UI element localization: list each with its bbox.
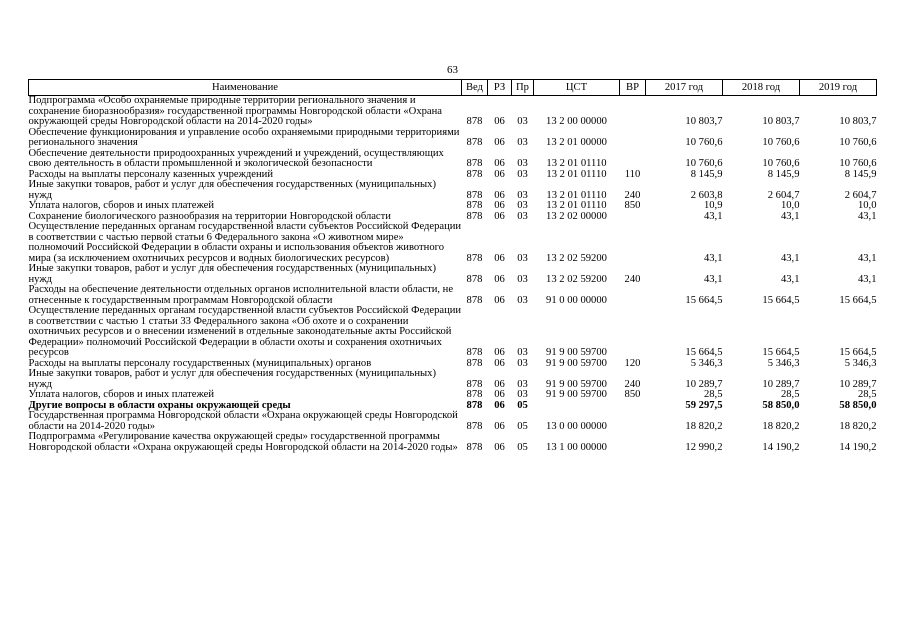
cell-y2018: 43,1 [780,210,800,222]
cell-y2018: 10 289,7 [762,378,800,390]
cell-cst: 13 2 02 59200 [546,252,607,264]
cell-rz: 06 [494,378,505,390]
cell-rz: 06 [494,399,505,411]
cell-y2018: 5 346,3 [767,357,800,369]
cell-vr [620,96,646,128]
cell-y2017: 28,5 [703,389,723,400]
cell-ved: 878 [466,399,483,411]
cell-vr: 120 [624,357,641,369]
cell-rz: 06 [494,294,505,306]
cell-y2018: 43,1 [780,273,800,285]
cell-y2019: 10 760,6 [839,158,877,169]
cell-cst: 91 9 00 59700 [546,378,607,390]
cell-ved: 878 [466,389,483,400]
cell-name: Государственная программа Новгородской области «Охрана окружающей среды Новгородской области на 2014-2020 годы» [28,410,458,432]
cell-y2017: 5 346,3 [690,357,723,369]
cell-pr: 03 [517,294,528,306]
cell-y2018: 14 190,2 [762,441,800,453]
table-header-row [29,80,877,96]
cell-cst: 91 9 00 59700 [546,357,607,369]
cell-name: Расходы на обеспечение деятельности отдельных органов исполнительной власти области, не отнесенные к государственным программам Новгородской области [28,284,454,306]
cell-y2018: 8 145,9 [767,168,800,180]
cell-rz: 06 [494,137,505,148]
cell-y2017: 18 820,2 [685,420,723,432]
cell-cst: 13 2 02 59200 [546,273,607,285]
cell-rz: 06 [494,158,505,169]
cell-rz: 06 [494,347,505,358]
header-cst: ЦСТ [534,80,620,96]
cell-ved: 878 [466,347,483,358]
budget-table [28,79,877,453]
cell-y2019: 10 289,7 [839,378,877,390]
cell-ved: 878 [466,210,483,222]
cell-name: Иные закупки товаров, работ и услуг для обеспечения государственных (муниципальных) нужд [28,263,436,285]
table-row [29,432,877,453]
table-row [29,180,877,201]
cell-y2017: 43,1 [703,210,723,222]
cell-y2019: 10 803,7 [839,116,877,127]
page-number: 63 [447,64,458,76]
cell-y2017: 43,1 [703,252,723,264]
header-2018: 2018 год [723,80,800,96]
cell-y2017: 10 803,7 [685,116,723,127]
cell-ved: 878 [466,420,483,432]
cell-y2018: 18 820,2 [762,420,800,432]
cell-rz: 06 [494,210,505,222]
cell-y2017: 10 760,6 [685,137,723,148]
cell-pr: 03 [517,116,528,127]
cell-rz: 06 [494,273,505,285]
table-row [29,222,877,264]
cell-ved: 878 [466,189,483,201]
cell-name: Обеспечение функционирования и управление особо охраняемыми природными территориями регионального значения [28,126,460,148]
table-row [29,390,877,401]
cell-y2019: 5 346,3 [844,357,877,369]
cell-y2019: 14 190,2 [839,441,877,453]
cell-cst: 13 1 00 00000 [546,441,607,453]
cell-pr: 05 [517,420,528,432]
table-row [29,128,877,149]
cell-y2019: 15 664,5 [839,347,877,358]
cell-y2017: 59 297,5 [685,399,723,411]
cell-pr: 03 [517,347,528,358]
cell-y2018: 10,0 [780,200,800,211]
cell-name: Обеспечение деятельности природоохранных учреждений и учреждений, осуществляющих свою деятельность в области промышленной и экологической безопасности [28,147,444,169]
cell-y2017: 2 603,8 [690,189,723,201]
cell-y2019: 10,0 [857,200,877,211]
cell-vr [620,411,646,432]
cell-vr [620,285,646,306]
table-row [29,149,877,170]
cell-y2019: 28,5 [857,389,877,400]
cell-name: Осуществление переданных органам государственной власти субъектов Российской Федерации в соответствии с частью первой статьи 6 Федерального закона «О животном мире» полномочий Российской Федерации в области охраны и использования объектов животного мира (за исключением охотничьих ресурсов и водных биологических ресурсов) [28,221,462,264]
cell-name: Расходы на выплаты персоналу государственных (муниципальных) органов [28,357,372,369]
cell-vr [620,306,646,359]
cell-vr [620,401,646,412]
cell-pr: 03 [517,273,528,285]
cell-ved: 878 [466,357,483,369]
cell-rz: 06 [494,441,505,453]
cell-vr [620,128,646,149]
cell-y2019: 10 760,6 [839,137,877,148]
cell-vr: 240 [624,273,641,285]
cell-name: Иные закупки товаров, работ и услуг для обеспечения государственных (муниципальных) нужд [28,179,436,201]
cell-cst: 13 2 01 01110 [546,158,607,169]
cell-rz: 06 [494,252,505,264]
cell-y2018: 10 803,7 [762,116,800,127]
table-row [29,369,877,390]
cell-ved: 878 [466,273,483,285]
cell-vr [620,212,646,223]
cell-pr: 03 [517,200,528,211]
cell-ved: 878 [466,168,483,180]
cell-y2017: 15 664,5 [685,347,723,358]
header-pr: Пр [512,80,534,96]
cell-cst: 13 2 01 01110 [546,200,607,211]
cell-pr: 03 [517,158,528,169]
table-row [29,96,877,128]
cell-cst: 91 9 00 59700 [546,389,607,400]
cell-y2017: 43,1 [703,273,723,285]
cell-rz: 06 [494,420,505,432]
cell-vr [620,149,646,170]
cell-ved: 878 [466,158,483,169]
cell-vr: 850 [624,200,641,211]
cell-cst: 13 2 00 00000 [546,116,607,127]
cell-y2019: 43,1 [857,210,877,222]
cell-vr: 850 [624,389,641,400]
cell-rz: 06 [494,189,505,201]
cell-name: Иные закупки товаров, работ и услуг для обеспечения государственных (муниципальных) нужд [28,368,436,390]
cell-cst [534,401,620,412]
cell-pr: 03 [517,210,528,222]
cell-pr: 03 [517,378,528,390]
cell-vr: 240 [624,189,641,201]
cell-y2018: 10 760,6 [762,137,800,148]
cell-y2017: 10 760,6 [685,158,723,169]
cell-name: Уплата налогов, сборов и иных платежей [28,200,215,211]
cell-y2019: 2 604,7 [844,189,877,201]
cell-ved: 878 [466,200,483,211]
cell-ved: 878 [466,252,483,264]
header-name: Наименование [29,80,462,96]
cell-cst: 91 9 00 59700 [546,347,607,358]
cell-ved: 878 [466,441,483,453]
cell-y2019: 15 664,5 [839,294,877,306]
header-rz: РЗ [488,80,512,96]
cell-pr: 03 [517,137,528,148]
cell-y2018: 2 604,7 [767,189,800,201]
cell-cst: 13 2 01 01110 [546,168,607,180]
cell-y2017: 10 289,7 [685,378,723,390]
cell-y2017: 15 664,5 [685,294,723,306]
table-row [29,306,877,359]
header-2017: 2017 год [646,80,723,96]
cell-y2018: 28,5 [780,389,800,400]
cell-y2019: 8 145,9 [844,168,877,180]
cell-name: Подпрограмма «Регулирование качества окружающей среды» государственной программы Новгородской области «Охрана окружающей среды Новгородской области на 2014-2020 годы» [28,431,458,453]
cell-ved: 878 [466,137,483,148]
header-2019: 2019 год [800,80,877,96]
cell-y2019: 43,1 [857,273,877,285]
cell-name: Осуществление переданных органам государственной власти субъектов Российской Федерации в соответствии с частью 1 статьи 33 Федерального закона «Об охоте и о сохранении охотничьих ресурсов и о внесении изменений в отдельные законодательные акты Российской Федерации» полномочий Российской Федерации в области охоты и сохранения охотничьих ресурсов [28,305,462,358]
cell-y2018: 43,1 [780,252,800,264]
cell-rz: 06 [494,389,505,400]
cell-y2019: 58 850,0 [839,399,877,411]
cell-name: Расходы на выплаты персоналу казенных учреждений [28,168,273,180]
cell-ved: 878 [466,378,483,390]
cell-rz: 06 [494,357,505,369]
cell-rz: 06 [494,200,505,211]
cell-y2018: 15 664,5 [762,347,800,358]
table-row [29,201,877,212]
cell-pr: 03 [517,252,528,264]
cell-y2017: 12 990,2 [685,441,723,453]
cell-y2019: 43,1 [857,252,877,264]
cell-y2019: 18 820,2 [839,420,877,432]
header-ved: Вед [462,80,488,96]
cell-y2018: 15 664,5 [762,294,800,306]
cell-pr: 03 [517,389,528,400]
cell-pr: 05 [517,441,528,453]
cell-cst: 13 0 00 00000 [546,420,607,432]
cell-rz: 06 [494,116,505,127]
cell-vr [620,432,646,453]
cell-name: Сохранение биологического разнообразия на территории Новгородской области [28,210,391,222]
cell-pr: 05 [517,399,528,411]
cell-vr: 110 [624,168,641,180]
table-row [29,411,877,432]
cell-y2018: 10 760,6 [762,158,800,169]
cell-y2017: 8 145,9 [690,168,723,180]
header-vr: ВР [620,80,646,96]
cell-vr: 240 [624,378,641,390]
cell-name: Другие вопросы в области охраны окружающей среды [28,399,291,411]
table-row [29,264,877,285]
cell-name: Подпрограмма «Особо охраняемые природные территории регионального значения и сохранение биоразнообразия» государственной программы Новгородской области «Охрана окружающей среды Новгородской области на 2014-2020 годы» [28,95,442,127]
cell-y2017: 10,9 [703,200,723,211]
cell-pr: 03 [517,357,528,369]
cell-cst: 13 2 01 01110 [546,189,607,201]
cell-pr: 03 [517,189,528,201]
cell-pr: 03 [517,168,528,180]
cell-ved: 878 [466,116,483,127]
table-row [29,285,877,306]
cell-vr [620,222,646,264]
cell-cst: 13 2 02 00000 [546,210,607,222]
cell-ved: 878 [466,294,483,306]
cell-y2018: 58 850,0 [762,399,800,411]
cell-cst: 91 0 00 00000 [546,294,607,306]
cell-rz: 06 [494,168,505,180]
cell-cst: 13 2 01 00000 [546,137,607,148]
cell-name: Уплата налогов, сборов и иных платежей [28,389,215,400]
